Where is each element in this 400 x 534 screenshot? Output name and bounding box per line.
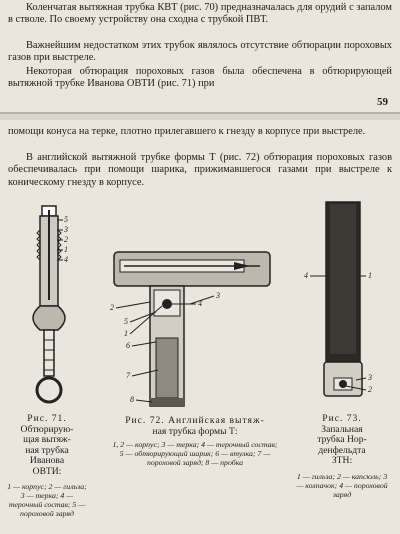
- paragraph-obturation-defect: Важнейшим недостатком этих трубок являлось отсутствие обтюрации пороховых газов при выстреле.: [8, 40, 392, 64]
- paragraph-kvt: Коленчатая вытяжная трубка КВТ (рис. 70) предназначалась для орудий с запалом в стволе. По своему устройству она сходна с трубкой ПВТ.: [8, 2, 392, 26]
- figure-72-legend: 1, 2 — корпус; 3 — терка; 4 — терочный состав; 5 — обтюрирующий шарик; 6 — втулка; 7 — пороховой заряд; 8 — пробка: [112, 440, 278, 467]
- page-number: 59: [377, 96, 388, 108]
- svg-text:2: 2: [64, 235, 68, 244]
- figure-71-drawing: [16, 200, 78, 412]
- bottom-page: [0, 120, 400, 534]
- svg-text:2: 2: [368, 385, 372, 394]
- svg-text:1: 1: [124, 329, 128, 338]
- svg-text:3: 3: [368, 373, 372, 382]
- figure-73-legend: 1 — гильза; 2 — капсюль; 3 — колпачок; 4 — пороховой заряд: [296, 472, 388, 499]
- svg-text:4: 4: [198, 299, 202, 308]
- figure-71-caption: Рис. 71. Обтюрирую- щая вытяж- ная трубка Иванова ОВТИ:: [20, 413, 74, 477]
- svg-text:1: 1: [368, 271, 372, 280]
- svg-text:4: 4: [64, 255, 68, 264]
- svg-text:5: 5: [64, 215, 68, 224]
- paragraph-t-tube: В английской вытяжной трубке формы Т (рис. 72) обтюрация пороховых газов обеспечивалась при помощи шарика, прижимавшегося газами при выстреле к коническому гнезду в корпусе.: [8, 152, 392, 188]
- paragraph-ovti: Некоторая обтюрация пороховых газов была обеспечена в обтюрирующей вытяжной трубке Иванова ОВТИ (рис. 71) при: [8, 66, 392, 90]
- figure-72-caption: Рис. 72. Английская вытяж- ная трубка формы Т:: [125, 415, 265, 437]
- svg-text:8: 8: [130, 395, 134, 404]
- figure-72-drawing: [110, 246, 274, 414]
- figure-73-caption: Рис. 73. Запальная трубка Нор- денфельдта ЗТН:: [317, 413, 367, 467]
- top-page: [0, 0, 400, 112]
- svg-text:4: 4: [304, 271, 308, 280]
- paragraph-cone: помощи конуса на терке, плотно прилегавшего к гнезду в корпусе при выстреле.: [8, 126, 366, 137]
- svg-text:7: 7: [126, 371, 130, 380]
- svg-text:5: 5: [124, 317, 128, 326]
- svg-text:3: 3: [64, 225, 68, 234]
- svg-text:2: 2: [110, 303, 114, 312]
- figure-73-drawing: [300, 196, 380, 410]
- svg-text:6: 6: [126, 341, 130, 350]
- figure-71-labels: [63, 215, 68, 264]
- figure-71-legend: 1 — корпус; 2 — гильза; 3 — терка; 4 — терочный состав; 5 — пороховой заряд: [7, 482, 87, 518]
- svg-text:1: 1: [64, 245, 68, 254]
- svg-text:3: 3: [216, 291, 220, 300]
